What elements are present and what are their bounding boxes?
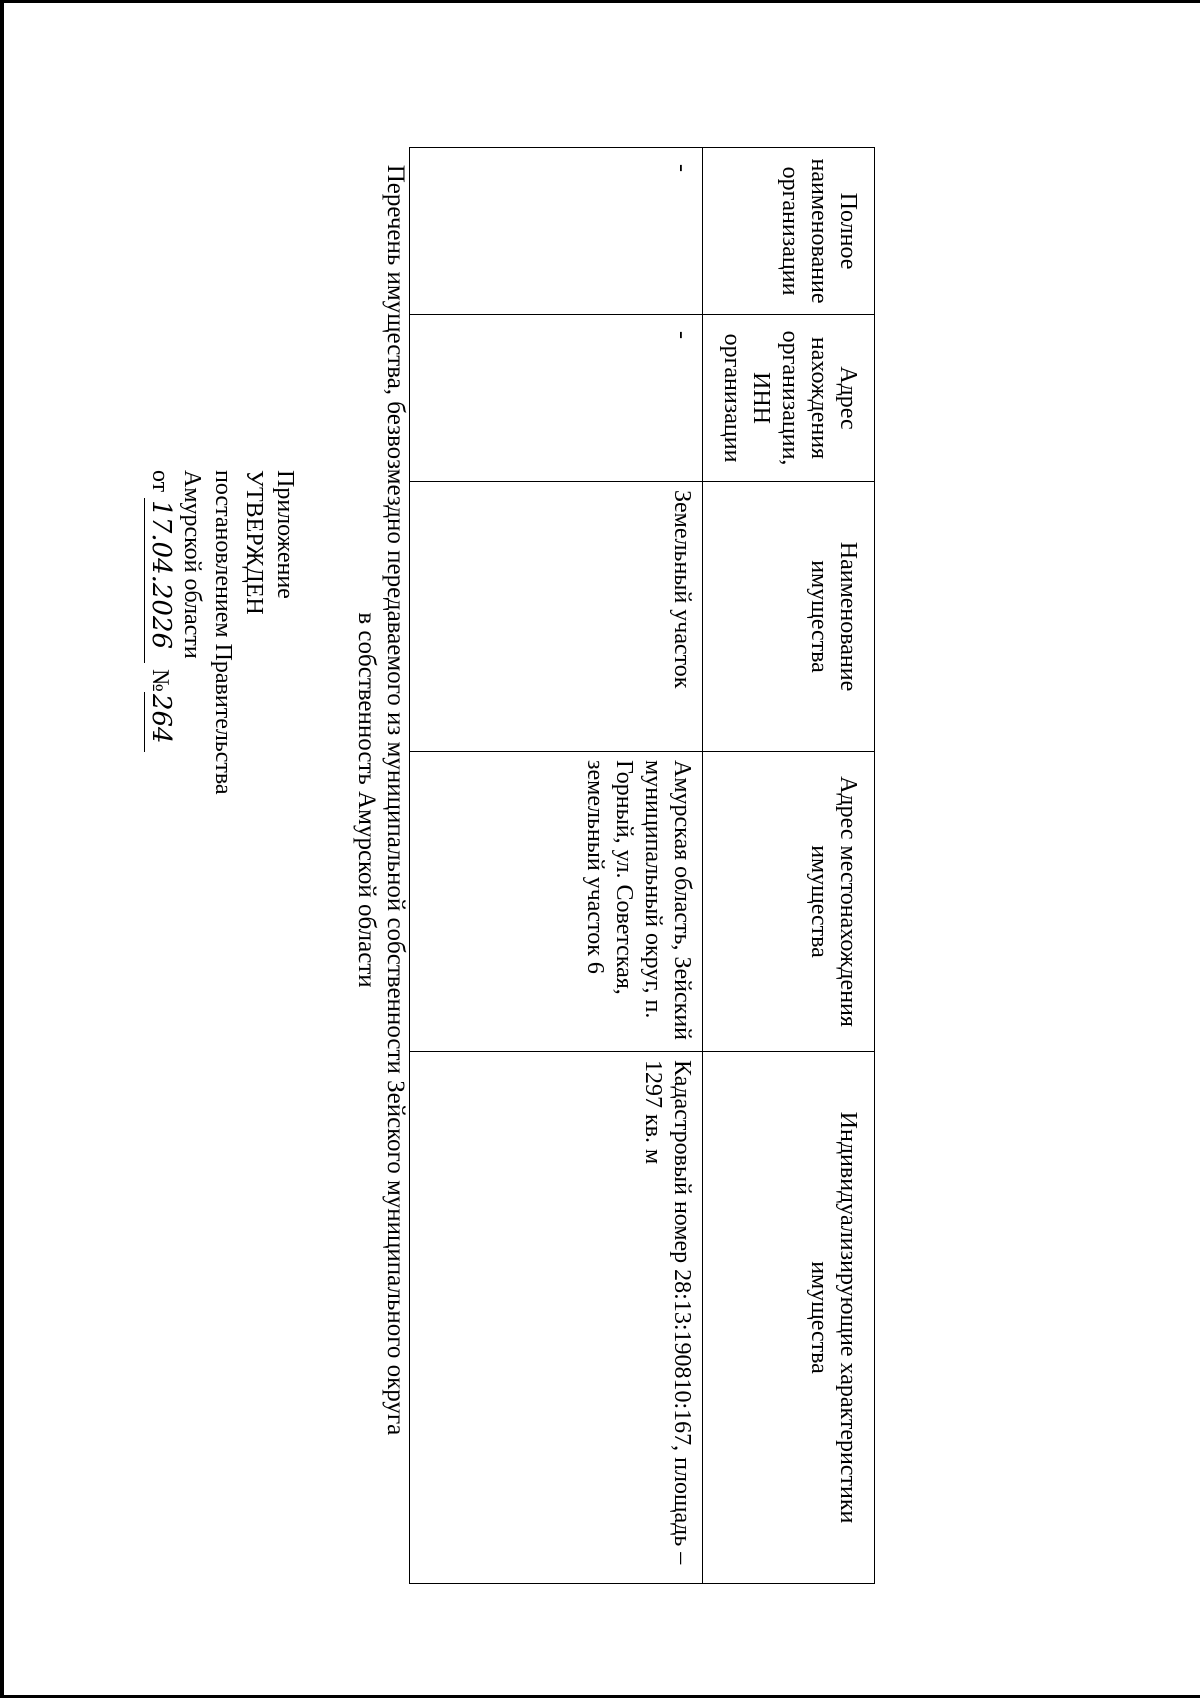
property-table <box>409 147 875 1584</box>
date-prefix: от <box>147 470 173 493</box>
cell-property-address: Амурская область, Зейский муниципальный округ, п. Горный, ул. Советская, земельный участок 6 <box>410 752 703 1052</box>
title-line-2: в собственность Амурской области <box>353 612 380 988</box>
title-line-1: Перечень имущества, безвозмездно передаваемого из муниципальной собственности Зейского муниципального округа <box>382 164 409 1436</box>
number-prefix: № <box>147 669 173 692</box>
cell-org-name: - <box>410 148 703 315</box>
header-characteristics: Индивидуализирующие характеристики имущества <box>703 1052 875 1584</box>
table-header-row <box>703 148 875 1584</box>
header-property-name: Наименование имущества <box>703 482 875 752</box>
cell-property-name: Земельный участок <box>410 482 703 752</box>
approval-date-line <box>144 470 176 795</box>
document-title <box>352 150 410 1450</box>
cell-org-address: - <box>410 315 703 482</box>
approval-block <box>144 470 300 795</box>
header-org-name: Полное наименование организации <box>703 148 875 315</box>
approval-appendix: Приложение <box>272 470 298 599</box>
header-org-address: Адрес нахождения организации, ИНН организации <box>703 315 875 482</box>
cell-characteristics: Кадастровый номер 28:13:190810:167, площадь – 1297 кв. м <box>410 1052 703 1584</box>
handwritten-number: 264 <box>144 692 176 752</box>
approval-resolution: постановлением Правительства <box>210 470 236 795</box>
table-row <box>410 148 703 1584</box>
approval-approved: УТВЕРЖДЕН <box>241 470 267 615</box>
handwritten-date: 17.04.2026 <box>144 498 176 663</box>
approval-region: Амурской области <box>179 470 205 659</box>
header-property-address: Адрес местонахождения имущества <box>703 752 875 1052</box>
